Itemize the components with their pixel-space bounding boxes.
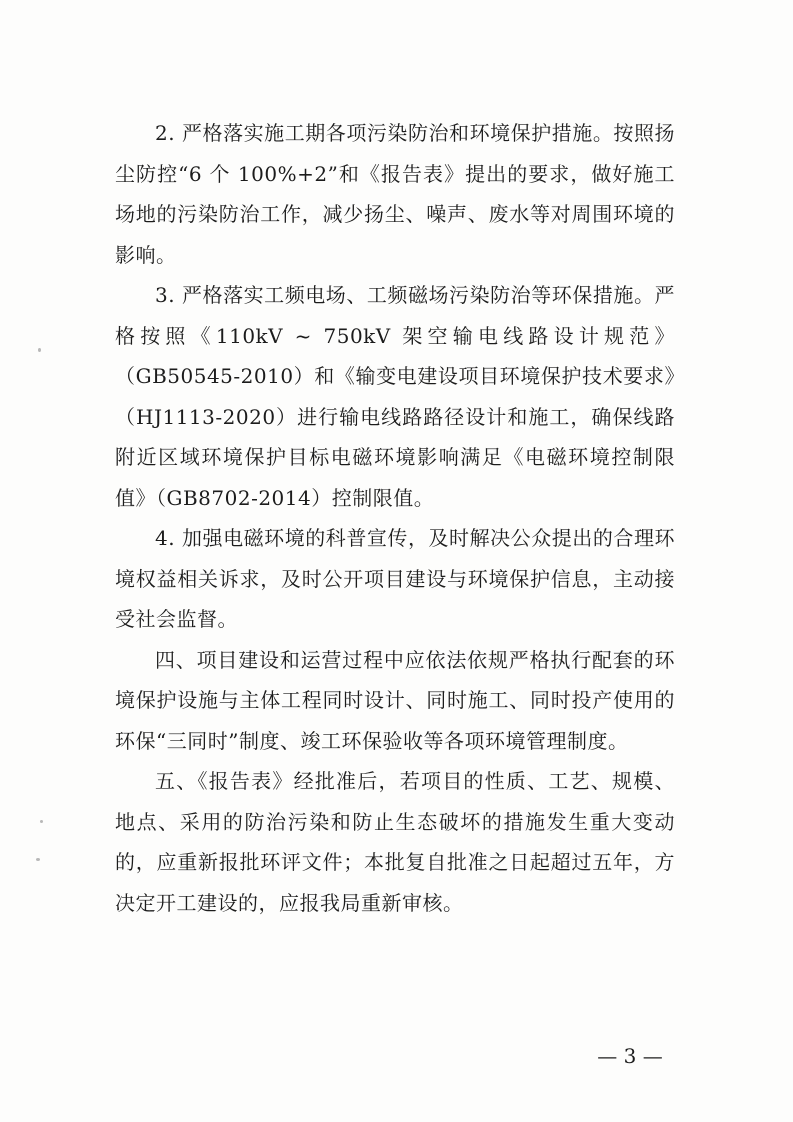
page-number: — 3 — — [597, 1044, 663, 1068]
paragraph-emf-measures: 3. 严格落实工频电场、工频磁场污染防治等环保措施。严格按照《110kV ~ 750kV 架空输电线路设计规范》（GB50545-2010）和《输变电建设项目环境保护技术要求》（HJ1113-2020）进行输电线路路径设计和施工，确保线路附近区域环境保护目标电磁环境影响满足《电磁环境控制限值》（GB8702-2014）控制限值。 — [115, 283, 675, 510]
scan-speck — [38, 348, 41, 352]
scan-speck — [40, 820, 43, 823]
paragraph-approval-validity: 五、《报告表》经批准后，若项目的性质、工艺、规模、地点、采用的防治污染和防止生态破坏的措施发生重大变动的，应重新报批环评文件；本批复自批准之日起超过五年，方决定开工建设的，应报我局重新审核。 — [115, 769, 675, 915]
scan-speck — [36, 858, 40, 861]
paragraph-pollution-control: 2. 严格落实施工期各项污染防治和环境保护措施。按照扬尘防控“6 个 100%+2”和《报告表》提出的要求，做好施工场地的污染防治工作，减少扬尘、噪声、废水等对周围环境的影响。 — [115, 121, 675, 267]
document-body — [115, 113, 675, 923]
paragraph-three-simultaneities: 四、项目建设和运营过程中应依法依规严格执行配套的环境保护设施与主体工程同时设计、同时施工、同时投产使用的环保“三同时”制度、竣工环保验收等各项环境管理制度。 — [115, 647, 675, 753]
paragraph-publicity: 4. 加强电磁环境的科普宣传，及时解决公众提出的合理环境权益相关诉求，及时公开项目建设与环境保护信息，主动接受社会监督。 — [115, 526, 675, 631]
